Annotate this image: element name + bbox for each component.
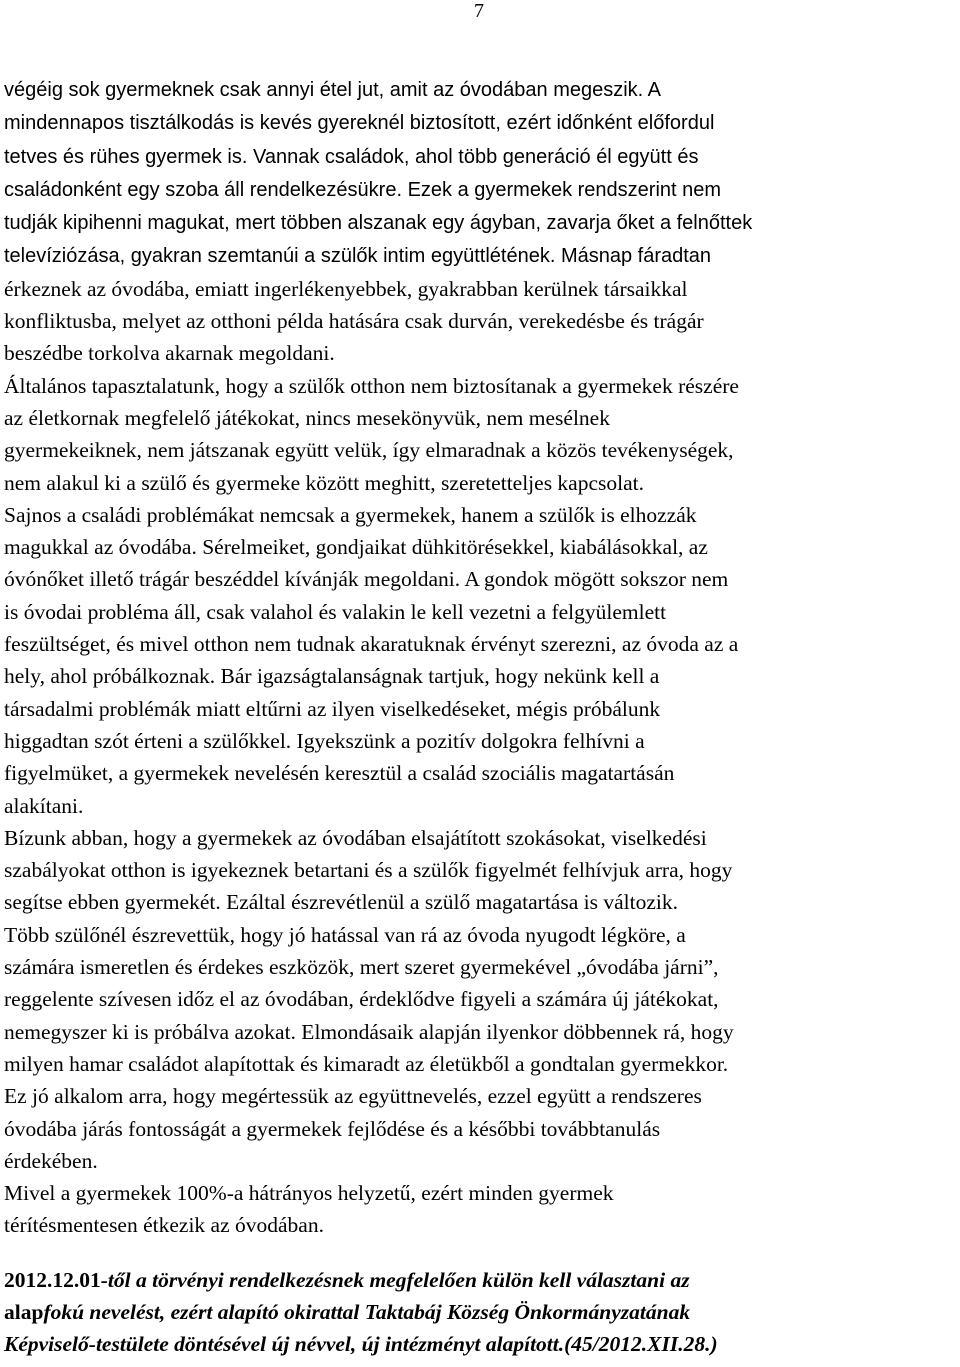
text-segment: nem alakul ki a szülő és gyermeke között meghitt, szeretetteljes kapcsolat. (4, 470, 645, 495)
text-segment: Ez jó alkalom arra, hogy megértessük az együttnevelés, ezzel együtt a rendszeres (4, 1084, 702, 1109)
text-segment: Mivel a gyermekek 100%-a hátrányos helyzetű, ezért minden gyermek (4, 1181, 614, 1206)
text-segment: gyermekeiknek, nem játszanak együtt velük, így elmaradnak a közös tevékenységek, (4, 438, 734, 463)
text-segment: Bízunk abban, hogy a gyermekek az óvodában elsajátított szokásokat, viselkedési (4, 825, 707, 850)
text-segment: feszültséget, és mivel otthon nem tudnak akaratuknak érvényt szerezni, az óvoda az a (4, 632, 739, 657)
text-segment: érkeznek az óvodába, emiatt ingerlékenyebbek, gyakrabban kerülnek társaikkal (4, 276, 688, 301)
text-line (4, 273, 960, 305)
text-line (4, 402, 960, 434)
text-segment: alakítani. (4, 793, 84, 818)
text-line (4, 1016, 960, 1048)
text-line (4, 822, 960, 854)
text-segment: tetves és rühes gyermek is. Vannak családok, ahol több generáció él együtt és (4, 145, 699, 168)
text-line (4, 73, 960, 106)
text-line (4, 951, 960, 983)
text-line (4, 173, 960, 206)
paragraph-gap (4, 1242, 960, 1264)
text-line (4, 106, 960, 139)
text-segment: szabályokat otthon is igyekeznek betartani és a szülők figyelmét felhívjuk arra, hogy (4, 858, 733, 883)
text-line (4, 1328, 960, 1360)
text-segment: televíziózása, gyakran szemtanúi a szülők intim együttlétének. Másnap fáradtan (4, 245, 712, 268)
text-line (4, 337, 960, 369)
text-segment: Több szülőnél észrevettük, hogy jó hatással van rá az óvoda nyugodt légköre, a (4, 922, 686, 947)
text-line (4, 1080, 960, 1112)
text-segment: tudják kipihenni magukat, mert többen alszanak egy ágyban, zavarja őket a felnőttek (4, 212, 753, 235)
text-line (4, 1296, 960, 1328)
document-body (4, 73, 960, 1361)
text-line (4, 140, 960, 173)
text-line (4, 1177, 960, 1209)
text-line (4, 1145, 960, 1177)
text-segment: családonként egy szoba áll rendelkezésükre. Ezek a gyermekek rendszerint nem (4, 178, 722, 201)
text-segment: hely, ahol próbálkoznak. Bár igazságtalanságnak tartjuk, hogy nekünk kell a (4, 664, 660, 689)
text-segment: számára ismeretlen és érdekes eszközök, mert szeret gyermekével „óvodába járni”, (4, 955, 719, 980)
text-line (4, 305, 960, 337)
text-line (4, 628, 960, 660)
text-line (4, 206, 960, 239)
text-line (4, 693, 960, 725)
text-segment: -től a törvényi rendelkezésnek megfelelően külön kell választani az (100, 1267, 690, 1292)
text-line (4, 499, 960, 531)
text-line (4, 1264, 960, 1296)
text-line (4, 1209, 960, 1241)
text-segment: segítse ebben gyermekét. Ezáltal észrevétlenül a szülő magatartása is változik. (4, 890, 678, 915)
text-segment: végéig sok gyermeknek csak annyi étel jut, amit az óvodában megeszik. A (4, 79, 662, 101)
text-segment: Sajnos a családi problémákat nemcsak a gyermekek, hanem a szülők is elhozzák (4, 502, 697, 527)
page-number: 7 (474, 0, 484, 22)
text-segment: 2012.12.01 (4, 1267, 101, 1292)
text-segment: Képviselő-testülete döntésével új névvel, új intézményt alapított.(45/2012.XII.28.) (4, 1332, 718, 1357)
text-line (4, 660, 960, 692)
text-line (4, 1113, 960, 1145)
text-line (4, 790, 960, 822)
text-line (4, 725, 960, 757)
text-line (4, 886, 960, 918)
text-line (4, 467, 960, 499)
text-segment: nemegyszer ki is próbálva azokat. Elmondásaik alapján ilyenkor döbbennek rá, hogy (4, 1019, 734, 1044)
text-line (4, 434, 960, 466)
text-segment: konfliktusba, melyet az otthoni példa hatására csak durván, verekedésbe és trágár (4, 309, 704, 334)
text-segment: reggelente szívesen időz el az óvodában, érdeklődve figyeli a számára új játékokat, (4, 987, 719, 1012)
text-line (4, 596, 960, 628)
text-line (4, 757, 960, 789)
text-segment: fokú nevelést, ezért alapító okirattal Taktabáj Község Önkormányzatának (43, 1299, 691, 1324)
text-segment: társadalmi problémák miatt eltűrni az ilyen viselkedéseket, mégis próbálunk (4, 696, 661, 721)
text-segment: az életkornak megfelelő játékokat, nincs mesekönyvük, nem mesélnek (4, 405, 610, 430)
text-line (4, 370, 960, 402)
text-line (4, 983, 960, 1015)
text-segment: milyen hamar családot alapítottak és kimaradt az életükből a gondtalan gyermekkor. (4, 1051, 729, 1076)
text-segment: Általános tapasztalatunk, hogy a szülők otthon nem biztosítanak a gyermekek részére (4, 373, 739, 398)
text-segment: is óvodai probléma áll, csak valahol és valakin le kell vezetni a felgyülemlett (4, 599, 667, 624)
text-line (4, 531, 960, 563)
text-line (4, 854, 960, 886)
text-segment: beszédbe torkolva akarnak megoldani. (4, 341, 335, 366)
text-line (4, 239, 960, 272)
text-segment: érdekében. (4, 1148, 98, 1173)
text-segment: magukkal az óvodába. Sérelmeiket, gondjaikat dühkitörésekkel, kiabálásokkal, az (4, 535, 708, 560)
text-segment: óvodába járás fontosságát a gyermekek fejlődése és a későbbi továbbtanulás (4, 1116, 661, 1141)
text-line (4, 919, 960, 951)
text-segment: alap (4, 1299, 44, 1324)
text-segment: mindennapos tisztálkodás is kevés gyereknél biztosított, ezért időnként előfordul (4, 112, 715, 135)
text-segment: higgadtan szót érteni a szülőkkel. Igyekszünk a pozitív dolgokra felhívni a (4, 728, 645, 753)
text-segment: figyelmüket, a gyermekek nevelésén keresztül a család szociális magatartásán (4, 761, 675, 786)
text-segment: óvónőket illető trágár beszéddel kívánják megoldani. A gondok mögött sokszor nem (4, 567, 729, 592)
text-line (4, 1048, 960, 1080)
text-segment: térítésmentesen étkezik az óvodában. (4, 1213, 324, 1238)
text-line (4, 563, 960, 595)
